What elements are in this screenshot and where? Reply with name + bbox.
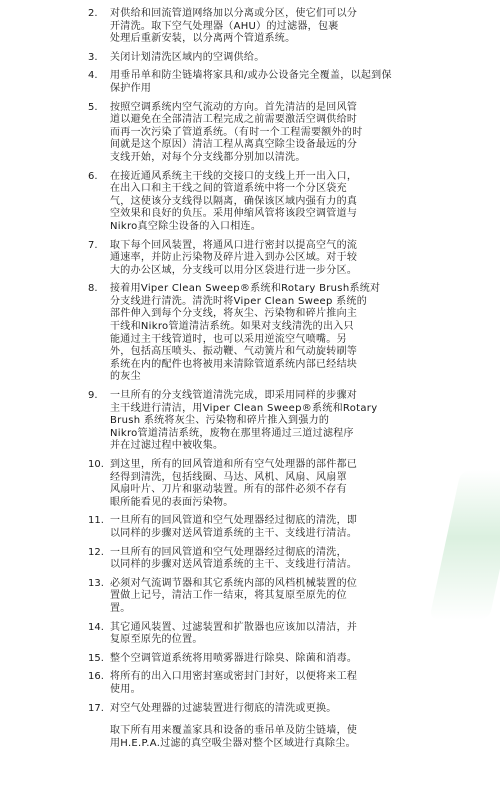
step-text: 一旦所有的分支线管道清洗完成，即采用同样的步骤对 主干线进行清洁，用Viper Clean Sweep®系统和Rotary Brush 系统将灰尘、污染物和碎片推入到强力的 Nikro管道清洁系统，废物在那里将通过三道过滤程序 并在过滤过程中被收集。 <box>110 390 378 452</box>
step-item <box>0 283 500 384</box>
step-text: 对空气处理器的过滤装置进行彻底的清洗或更换。 <box>110 702 337 714</box>
step-number: 13. <box>88 577 104 589</box>
step-number: 4. <box>88 70 98 82</box>
step-number: 7. <box>88 239 98 251</box>
step-number: 5. <box>88 101 98 113</box>
step-number: 8. <box>88 283 98 295</box>
step-text: 其它通风装置、过滤装置和扩散器也应该加以清洁，并 复原至原先的位置。 <box>110 621 358 646</box>
step-item <box>0 459 500 509</box>
step-item <box>0 653 500 666</box>
step-item <box>0 102 500 165</box>
step-number: 2. <box>88 8 98 19</box>
step-number: 9. <box>88 390 98 402</box>
step-text: 按照空调系统内空气流动的方向。首先清洁的是回风管 道以避免在全部清洁工程完成之前需要激活空调供给时 而再一次污染了管道系统。（有时一个工程需要额外的时 间就是这个原因）清洁工程从离真空除尘设备最远的分 支线开始，对每个分支线都分别加以清洗。 <box>110 101 363 163</box>
step-text: 对供给和回流管道网络加以分离或分区，使它们可以分 开清洗。取下空气处理器（AHU）的过滤器，包裹 处理后重新安装，以分离两个管道系统。 <box>110 8 358 45</box>
step-item <box>0 70 500 95</box>
step-number: 14. <box>88 621 104 633</box>
step-number: 3. <box>88 51 98 63</box>
step-text: 整个空调管道系统将用喷雾器进行除臭、除菌和消毒。 <box>110 652 358 664</box>
step-item <box>0 515 500 540</box>
step-number: 15. <box>88 652 104 664</box>
instruction-steps <box>0 8 500 750</box>
step-item <box>0 578 500 616</box>
step-text: 用垂吊单和防尘链墙将家具和/或办公设备完全覆盖，以起到保 保护作用 <box>110 70 392 94</box>
step-text: 必须对气流调节器和其它系统内部的风档机械装置的位 置做上记号，清洁工作一结束，将其复原至原先的位 置。 <box>110 577 358 614</box>
step-item <box>0 240 500 278</box>
step-number: 10. <box>88 459 104 470</box>
step-number: 17. <box>88 702 104 714</box>
step-text: 一旦所有的回风管道和空气处理器经过彻底的清洗，即 以同样的步骤对送风管道系统的主干、支线进行清洁。 <box>110 515 358 539</box>
step-number: 12. <box>88 546 104 558</box>
step-item <box>0 390 500 453</box>
step-text: 关闭计划清洗区域内的空调供给。 <box>110 51 265 63</box>
step-item <box>0 547 500 572</box>
step-item <box>0 52 500 65</box>
step-item <box>0 703 500 716</box>
step-text: 到这里，所有的回风管道和所有空气处理器的部件都已 经得到清洗，包括线圈、马达、风机、风扇、风扇罩 风扇叶片、刀片和驱动装置。所有的部件必须不存有 眼所能看见的表面污染物。 <box>110 459 358 508</box>
closing-paragraph: 取下所有用来覆盖家具和设备的垂吊单及防尘链墙，使 用H.E.P.A.过滤的真空吸尘器对整个区域进行真除尘。 <box>110 725 358 749</box>
step-text: 在接近通风系统主干线的交接口的支线上开一出入口， 在出入口和主干线之间的管道系统中将一个分区袋充 气，这使该分支线得以隔离，确保该区域内强有力的真 空效果和良好的负压。采用伸缩风管将该段空调管道与 Nikro真空除尘设备的入口相连。 <box>110 170 358 232</box>
step-number: 16. <box>88 671 104 683</box>
step-number: 6. <box>88 170 98 182</box>
step-item <box>0 8 500 46</box>
step-text: 接着用Viper Clean Sweep®系统和Rotary Brush系统对 分支线进行清洗。清洗时将Viper Clean Sweep 系统的 部件伸入到每个分支线，将灰尘、污染物和碎片推向主 干线和Nikro管道清洁系统。如果对支线清洗的出入只 能通过主干线管道时，也可以采用逆流空气喷嘴。另 外，包括高压喷头、振动鞭、气动簧片和气动旋转刷等 系统在内的配件也将被用来清除管道系统内部已经结块 的灰尘 <box>110 283 381 383</box>
step-text: 取下每个回风装置，将通风口进行密封以提高空气的流 通速率，并防止污染物及碎片进入到办公区域。对于较 大的办公区域，分支线可以用分区袋进行进一步分区。 <box>110 239 358 276</box>
step-text: 一旦所有的回风管道和空气处理器经过彻底的清洗， 以同样的步骤对送风管道系统的主干、支线进行清洁。 <box>110 546 358 571</box>
step-text: 将所有的出入口用密封塞或密封门封好，以便将来工程 使用。 <box>110 671 358 695</box>
step-item <box>0 171 500 234</box>
step-item <box>0 671 500 696</box>
step-number: 11. <box>88 515 104 527</box>
step-item <box>0 622 500 647</box>
